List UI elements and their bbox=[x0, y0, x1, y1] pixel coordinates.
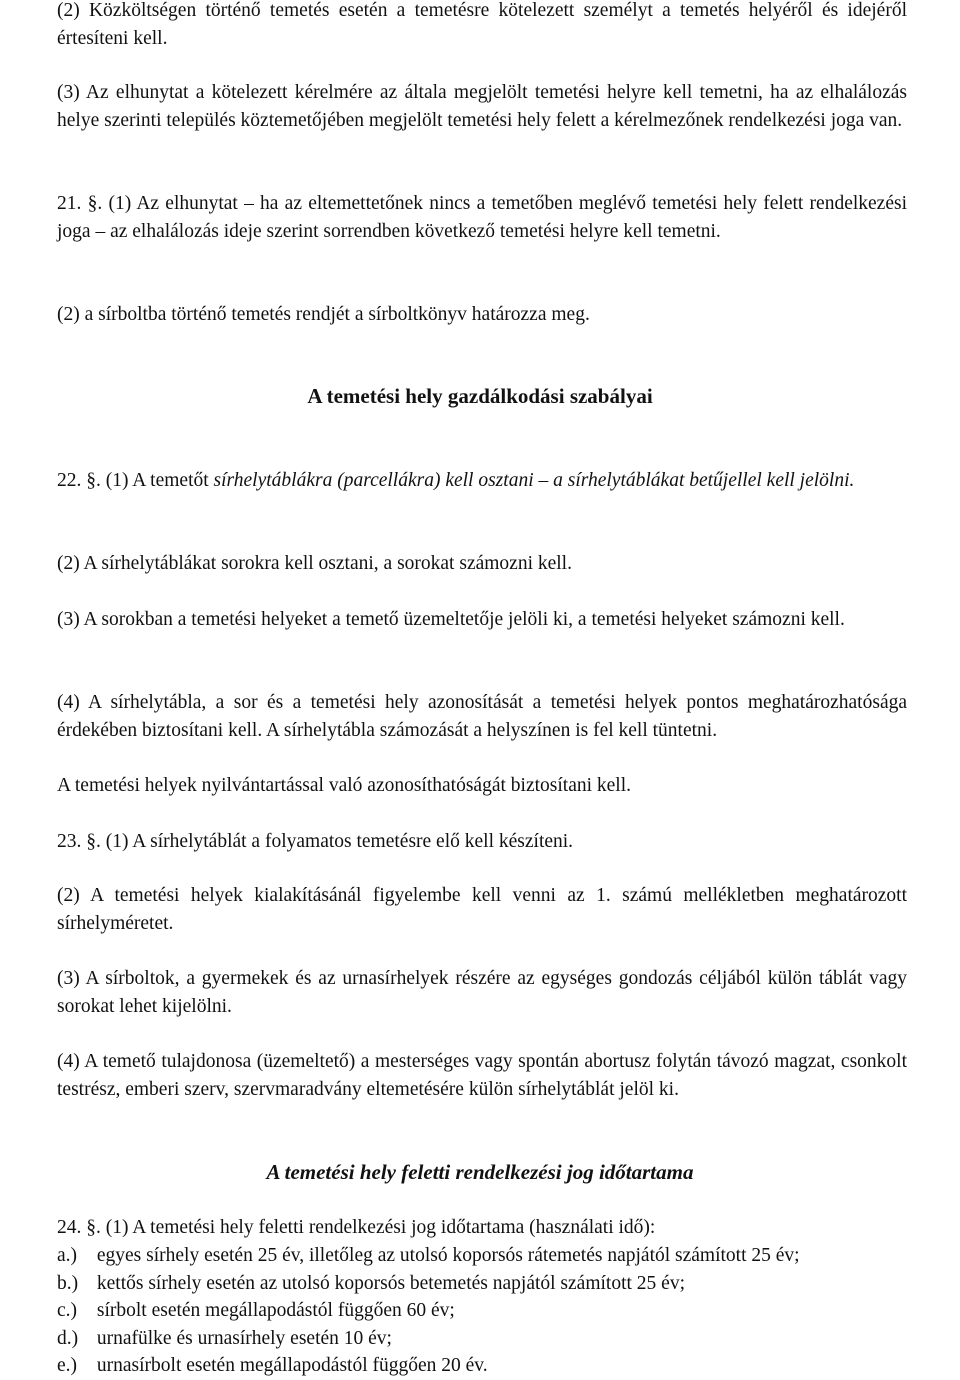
paragraph-22-4: (4) A sírhelytábla, a sor és a temetési hely azonosítását a temetési helyek pontos meghatározhatósága érdekében biztosítani kell. A sírhelytábla számozását a helyszínen is fel kell tüntetni. bbox=[57, 692, 907, 741]
paragraph-22-1-italic: sírhelytáblákra (parcellákra) kell osztani – a sírhelytáblákat betűjellel kell jelölni. bbox=[213, 470, 855, 491]
section-heading-gazdalkodasi: A temetési hely gazdálkodási szabályai bbox=[307, 384, 653, 408]
paragraph-22-4b: A temetési helyek nyilvántartással való azonosíthatóságát biztosítani kell. bbox=[57, 775, 632, 796]
list-item: d.) urnafülke és urnasírhely esetén 10 év; bbox=[57, 1327, 392, 1349]
paragraph-23-4: (4) A temető tulajdonosa (üzemeltető) a mesterséges vagy spontán abortusz folytán távozó magzat, csonkolt testrész, emberi szerv, szervmaradvány eltemetésére külön sírhelytáblát jelöl ki. bbox=[57, 1051, 907, 1100]
paragraph-23-2: (2) A temetési helyek kialakításánál figyelembe kell venni az 1. számú mellékletben meghatározott sírhelyméretet. bbox=[57, 885, 907, 934]
paragraph-20-3: (3) Az elhunytat a kötelezett kérelmére az általa megjelölt temetési helyre kell temetni, ha az elhalálozás helye szerinti település köztemetőjében megjelölt temetési hely felett a kérelmezőnek rendelkezési joga van. bbox=[57, 82, 907, 131]
section-heading-idotartam: A temetési hely feletti rendelkezési jog időtartama bbox=[266, 1160, 694, 1184]
paragraph-22-2: (2) A sírhelytáblákat sorokra kell osztani, a sorokat számozni kell. bbox=[57, 553, 572, 574]
paragraph-20-2: (2) Közköltségen történő temetés esetén a temetésre kötelezett személyt a temetés helyéről és idejéről értesíteni kell. bbox=[57, 0, 907, 49]
paragraph-21-2: (2) a sírboltba történő temetés rendjét a sírboltkönyv határozza meg. bbox=[57, 304, 590, 325]
paragraph-22-3: (3) A sorokban a temetési helyeket a temető üzemeltetője jelöli ki, a temetési helyeket számozni kell. bbox=[57, 609, 845, 630]
duration-list bbox=[57, 1242, 960, 1380]
paragraph-23-1: 23. §. (1) A sírhelytáblát a folyamatos temetésre elő kell készíteni. bbox=[57, 831, 574, 852]
paragraph-24-1: 24. §. (1) A temetési hely feletti rendelkezési jog időtartama (használati idő): bbox=[57, 1217, 656, 1238]
list-item: c.) sírbolt esetén megállapodástól függően 60 év; bbox=[57, 1300, 455, 1321]
list-item: e.) urnasírbolt esetén megállapodástól függően 20 év. bbox=[57, 1355, 488, 1376]
list-item: b.) kettős sírhely esetén az utolsó koporsós betemetés napjától számított 25 év; bbox=[57, 1272, 685, 1294]
paragraph-23-3: (3) A sírboltok, a gyermekek és az urnasírhelyek részére az egységes gondozás céljából külön táblát vagy sorokat lehet kijelölni. bbox=[57, 968, 907, 1017]
paragraph-21-1: 21. §. (1) Az elhunytat – ha az eltemettetőnek nincs a temetőben meglévő temetési hely felett rendelkezési joga – az elhalálozás ideje szerint sorrendben következő temetési helyre kell temetni. bbox=[57, 193, 907, 242]
paragraph-22-1 bbox=[57, 467, 907, 495]
paragraph-22-1-lead: 22. §. (1) A temetőt bbox=[57, 470, 214, 491]
list-item: a.) egyes sírhely esetén 25 év, illetőleg az utolsó koporsós rátemetés napjától számított 25 év; bbox=[57, 1245, 800, 1266]
